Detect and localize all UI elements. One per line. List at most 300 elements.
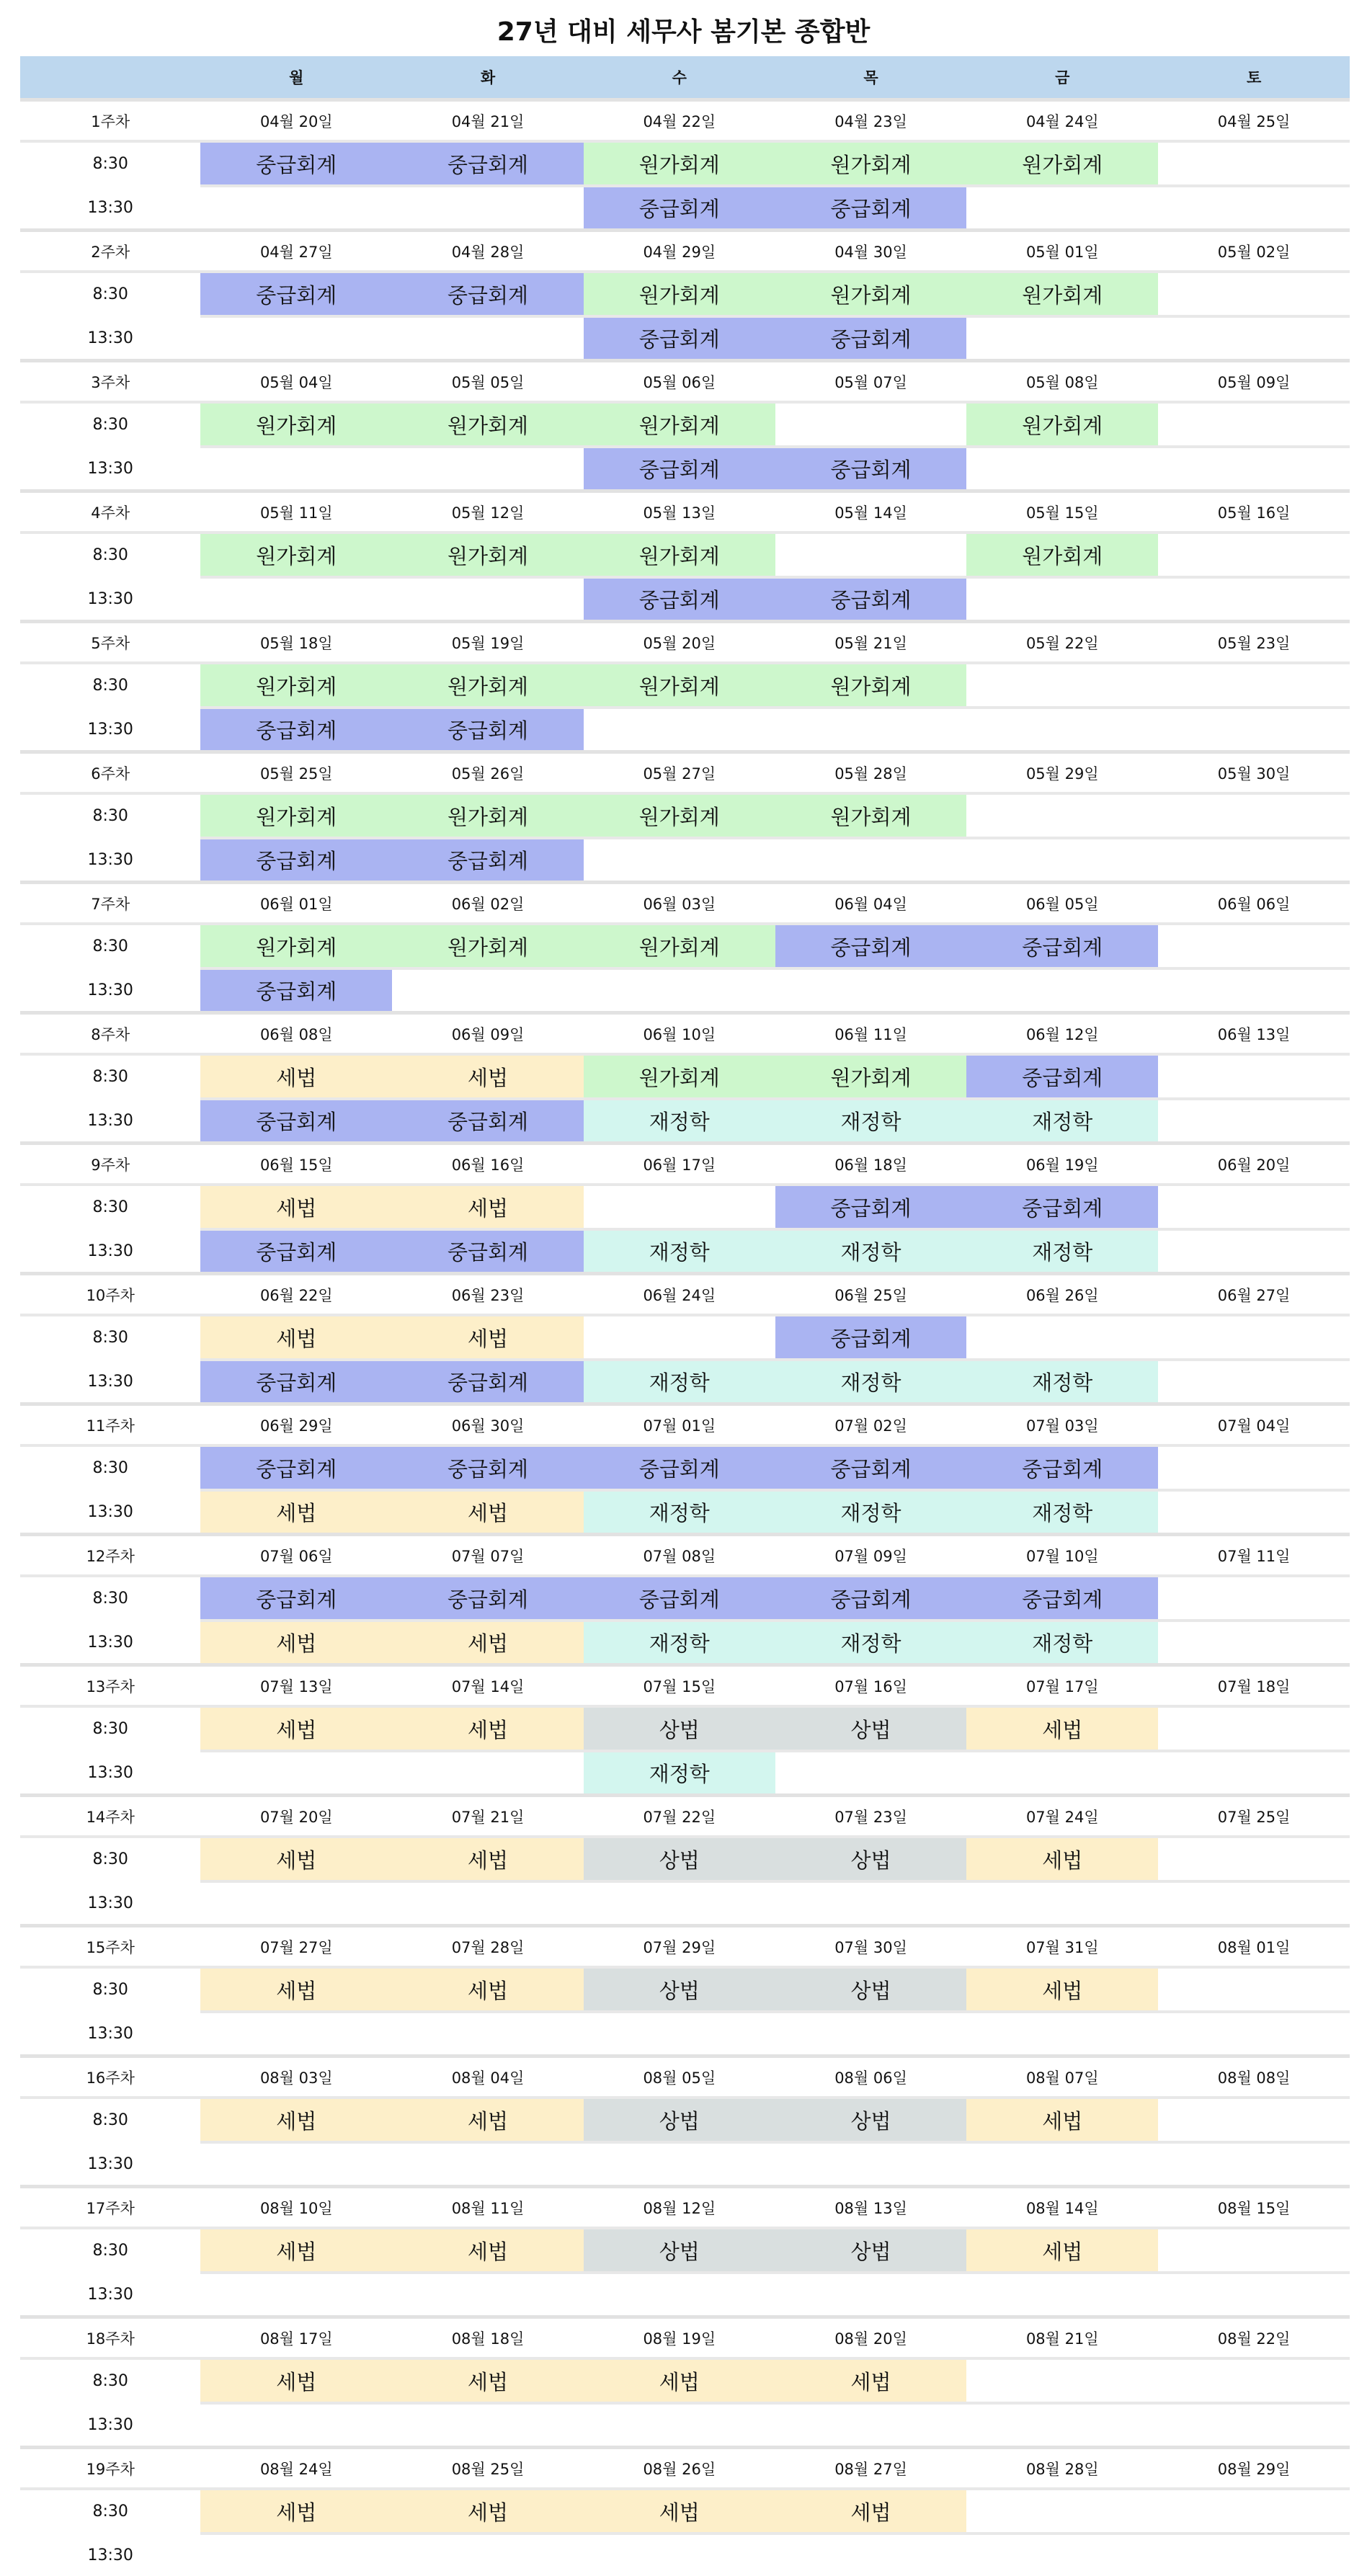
class-cell — [584, 968, 775, 1013]
class-cell — [584, 2533, 775, 2576]
class-cell — [1158, 1054, 1350, 1099]
class-cell: 원가회계 — [775, 141, 967, 186]
time-label: 13:30 — [20, 1490, 200, 1535]
date-cell: 08월 07일 — [966, 2056, 1158, 2098]
class-cell: 중급회계 — [775, 1445, 967, 1490]
class-cell — [1158, 1576, 1350, 1621]
week-label: 1주차 — [20, 100, 200, 142]
class-cell — [775, 2403, 967, 2448]
class-cell: 상법 — [775, 1967, 967, 2012]
morning-slot-row — [20, 1315, 1350, 1360]
class-cell: 중급회계 — [392, 838, 584, 883]
date-cell: 07월 21일 — [392, 1796, 584, 1837]
date-cell: 05월 18일 — [200, 622, 392, 664]
class-cell: 세법 — [392, 1054, 584, 1099]
class-cell — [1158, 577, 1350, 622]
class-cell — [1158, 186, 1350, 231]
class-cell — [584, 1315, 775, 1360]
class-cell — [200, 1751, 392, 1796]
class-cell — [1158, 1185, 1350, 1229]
date-cell: 07월 08일 — [584, 1535, 775, 1577]
class-cell — [200, 577, 392, 622]
date-cell: 07월 14일 — [392, 1665, 584, 1707]
time-label: 13:30 — [20, 838, 200, 883]
time-label: 13:30 — [20, 1621, 200, 1665]
date-cell: 06월 06일 — [1158, 883, 1350, 924]
class-cell: 중급회계 — [200, 1445, 392, 1490]
class-cell: 재정학 — [966, 1099, 1158, 1144]
class-cell — [966, 577, 1158, 622]
day-header-thu: 목 — [775, 56, 967, 100]
class-cell: 원가회계 — [775, 663, 967, 708]
class-cell — [966, 793, 1158, 838]
morning-slot-row — [20, 924, 1350, 968]
date-cell: 04월 28일 — [392, 231, 584, 272]
date-cell: 05월 21일 — [775, 622, 967, 664]
week-row — [20, 622, 1350, 664]
class-cell — [966, 2012, 1158, 2056]
date-cell: 06월 19일 — [966, 1144, 1158, 1185]
date-cell: 07월 13일 — [200, 1665, 392, 1707]
week-label: 15주차 — [20, 1926, 200, 1968]
time-label: 8:30 — [20, 2098, 200, 2142]
date-cell: 08월 11일 — [392, 2187, 584, 2229]
time-label: 8:30 — [20, 1445, 200, 1490]
class-cell: 중급회계 — [584, 577, 775, 622]
date-cell: 07월 28일 — [392, 1926, 584, 1968]
class-cell — [1158, 838, 1350, 883]
date-cell: 05월 29일 — [966, 752, 1158, 794]
date-cell: 06월 02일 — [392, 883, 584, 924]
class-cell: 재정학 — [775, 1490, 967, 1535]
date-cell: 06월 30일 — [392, 1404, 584, 1446]
date-cell: 07월 27일 — [200, 1926, 392, 1968]
class-cell: 세법 — [392, 1967, 584, 2012]
date-cell: 05월 22일 — [966, 622, 1158, 664]
class-cell — [775, 968, 967, 1013]
class-cell — [392, 2273, 584, 2317]
class-cell — [1158, 968, 1350, 1013]
class-cell — [392, 2533, 584, 2576]
class-cell — [775, 2012, 967, 2056]
date-cell: 06월 10일 — [584, 1013, 775, 1055]
date-cell: 05월 04일 — [200, 361, 392, 403]
class-cell: 세법 — [966, 2098, 1158, 2142]
class-cell — [392, 447, 584, 491]
date-cell: 05월 01일 — [966, 231, 1158, 272]
afternoon-slot-row — [20, 1360, 1350, 1404]
class-cell — [1158, 2098, 1350, 2142]
class-cell: 세법 — [392, 2489, 584, 2533]
class-cell — [1158, 532, 1350, 577]
class-cell — [392, 2012, 584, 2056]
week-label: 4주차 — [20, 491, 200, 533]
schedule-body — [20, 100, 1350, 2576]
class-cell — [966, 1881, 1158, 1926]
date-cell: 05월 15일 — [966, 491, 1158, 533]
time-label: 8:30 — [20, 141, 200, 186]
day-header-fri: 금 — [966, 56, 1158, 100]
morning-slot-row — [20, 532, 1350, 577]
class-cell — [966, 2489, 1158, 2533]
class-cell — [775, 1881, 967, 1926]
date-cell: 08월 12일 — [584, 2187, 775, 2229]
class-cell: 세법 — [200, 2358, 392, 2403]
class-cell: 세법 — [392, 2358, 584, 2403]
time-label: 13:30 — [20, 708, 200, 752]
class-cell: 원가회계 — [966, 272, 1158, 316]
class-cell — [1158, 1967, 1350, 2012]
class-cell — [1158, 1360, 1350, 1404]
class-cell — [584, 708, 775, 752]
time-label: 8:30 — [20, 2358, 200, 2403]
date-cell: 06월 17일 — [584, 1144, 775, 1185]
class-cell — [966, 2273, 1158, 2317]
date-cell: 07월 10일 — [966, 1535, 1158, 1577]
date-cell: 05월 30일 — [1158, 752, 1350, 794]
afternoon-slot-row — [20, 316, 1350, 361]
class-cell: 세법 — [200, 1185, 392, 1229]
class-cell — [392, 2142, 584, 2187]
week-label: 13주차 — [20, 1665, 200, 1707]
class-cell: 원가회계 — [775, 793, 967, 838]
class-cell: 재정학 — [966, 1229, 1158, 1274]
class-cell — [775, 838, 967, 883]
class-cell — [584, 1185, 775, 1229]
class-cell: 세법 — [966, 2228, 1158, 2273]
date-cell: 04월 21일 — [392, 100, 584, 142]
class-cell: 재정학 — [966, 1360, 1158, 1404]
date-cell: 08월 17일 — [200, 2317, 392, 2359]
class-cell: 중급회계 — [200, 838, 392, 883]
class-cell — [584, 1881, 775, 1926]
date-cell: 05월 02일 — [1158, 231, 1350, 272]
time-label: 8:30 — [20, 2489, 200, 2533]
date-cell: 08월 03일 — [200, 2056, 392, 2098]
week-label: 9주차 — [20, 1144, 200, 1185]
morning-slot-row — [20, 2489, 1350, 2533]
date-cell: 07월 15일 — [584, 1665, 775, 1707]
time-label: 8:30 — [20, 663, 200, 708]
afternoon-slot-row — [20, 1490, 1350, 1535]
class-cell: 재정학 — [584, 1621, 775, 1665]
week-label: 19주차 — [20, 2448, 200, 2490]
class-cell: 중급회계 — [392, 141, 584, 186]
class-cell — [966, 1315, 1158, 1360]
date-cell: 05월 05일 — [392, 361, 584, 403]
class-cell: 상법 — [584, 1967, 775, 2012]
class-cell — [775, 532, 967, 577]
class-cell — [1158, 2228, 1350, 2273]
header-corner — [20, 56, 200, 100]
afternoon-slot-row — [20, 2012, 1350, 2056]
class-cell: 상법 — [775, 2098, 967, 2142]
class-cell — [775, 2273, 967, 2317]
date-cell: 07월 31일 — [966, 1926, 1158, 1968]
class-cell: 세법 — [392, 1706, 584, 1751]
class-cell: 세법 — [966, 1706, 1158, 1751]
date-cell: 06월 18일 — [775, 1144, 967, 1185]
date-cell: 07월 16일 — [775, 1665, 967, 1707]
morning-slot-row — [20, 2228, 1350, 2273]
date-cell: 07월 02일 — [775, 1404, 967, 1446]
class-cell — [1158, 708, 1350, 752]
class-cell — [775, 1751, 967, 1796]
week-label: 17주차 — [20, 2187, 200, 2229]
date-cell: 07월 29일 — [584, 1926, 775, 1968]
date-cell: 06월 27일 — [1158, 1274, 1350, 1316]
class-cell: 중급회계 — [392, 708, 584, 752]
class-cell: 세법 — [966, 1967, 1158, 2012]
week-row — [20, 100, 1350, 142]
class-cell: 세법 — [200, 1967, 392, 2012]
class-cell: 원가회계 — [584, 272, 775, 316]
date-cell: 06월 09일 — [392, 1013, 584, 1055]
class-cell: 중급회계 — [392, 1576, 584, 1621]
class-cell: 중급회계 — [775, 577, 967, 622]
date-cell: 06월 29일 — [200, 1404, 392, 1446]
class-cell: 재정학 — [584, 1751, 775, 1796]
date-cell: 08월 13일 — [775, 2187, 967, 2229]
morning-slot-row — [20, 2358, 1350, 2403]
date-cell: 08월 20일 — [775, 2317, 967, 2359]
class-cell — [966, 2142, 1158, 2187]
class-cell: 세법 — [392, 1621, 584, 1665]
class-cell: 재정학 — [584, 1490, 775, 1535]
week-row — [20, 231, 1350, 272]
class-cell — [775, 2533, 967, 2576]
week-label: 14주차 — [20, 1796, 200, 1837]
class-cell — [1158, 2012, 1350, 2056]
class-cell: 원가회계 — [584, 1054, 775, 1099]
class-cell — [392, 186, 584, 231]
class-cell: 재정학 — [775, 1360, 967, 1404]
class-cell — [966, 186, 1158, 231]
class-cell — [200, 2273, 392, 2317]
class-cell: 중급회계 — [392, 272, 584, 316]
class-cell: 세법 — [966, 1837, 1158, 1881]
date-cell: 07월 25일 — [1158, 1796, 1350, 1837]
date-cell: 06월 01일 — [200, 883, 392, 924]
time-label: 13:30 — [20, 2142, 200, 2187]
date-cell: 07월 03일 — [966, 1404, 1158, 1446]
date-cell: 08월 08일 — [1158, 2056, 1350, 2098]
class-cell: 원가회계 — [200, 924, 392, 968]
afternoon-slot-row — [20, 447, 1350, 491]
afternoon-slot-row — [20, 838, 1350, 883]
class-cell — [1158, 1621, 1350, 1665]
time-label: 13:30 — [20, 1229, 200, 1274]
date-cell: 08월 21일 — [966, 2317, 1158, 2359]
class-cell — [1158, 1490, 1350, 1535]
morning-slot-row — [20, 2098, 1350, 2142]
time-label: 13:30 — [20, 2403, 200, 2448]
class-cell — [584, 2012, 775, 2056]
class-cell: 원가회계 — [584, 793, 775, 838]
class-cell: 세법 — [775, 2489, 967, 2533]
class-cell — [1158, 2358, 1350, 2403]
class-cell — [392, 968, 584, 1013]
class-cell: 재정학 — [775, 1621, 967, 1665]
day-header-row — [20, 56, 1350, 100]
date-cell: 06월 12일 — [966, 1013, 1158, 1055]
date-cell: 07월 07일 — [392, 1535, 584, 1577]
date-cell: 05월 27일 — [584, 752, 775, 794]
class-cell: 세법 — [200, 2228, 392, 2273]
date-cell: 05월 14일 — [775, 491, 967, 533]
date-cell: 04월 23일 — [775, 100, 967, 142]
week-label: 5주차 — [20, 622, 200, 664]
class-cell: 중급회계 — [392, 1445, 584, 1490]
class-cell: 원가회계 — [392, 924, 584, 968]
class-cell — [200, 316, 392, 361]
class-cell — [1158, 663, 1350, 708]
class-cell: 세법 — [584, 2358, 775, 2403]
date-cell: 08월 26일 — [584, 2448, 775, 2490]
time-label: 13:30 — [20, 1751, 200, 1796]
class-cell — [1158, 2403, 1350, 2448]
class-cell: 중급회계 — [775, 924, 967, 968]
class-cell: 상법 — [584, 1837, 775, 1881]
time-label: 13:30 — [20, 577, 200, 622]
date-cell: 04월 25일 — [1158, 100, 1350, 142]
date-cell: 04월 22일 — [584, 100, 775, 142]
class-cell: 중급회계 — [200, 272, 392, 316]
date-cell: 07월 18일 — [1158, 1665, 1350, 1707]
page-title: 27년 대비 세무사 봄기본 종합반 — [0, 0, 1367, 56]
date-cell: 07월 24일 — [966, 1796, 1158, 1837]
class-cell — [1158, 2142, 1350, 2187]
date-cell: 06월 11일 — [775, 1013, 967, 1055]
class-cell: 중급회계 — [966, 924, 1158, 968]
class-cell — [584, 2142, 775, 2187]
date-cell: 05월 19일 — [392, 622, 584, 664]
class-cell — [966, 2403, 1158, 2448]
class-cell: 원가회계 — [200, 663, 392, 708]
time-label: 8:30 — [20, 1967, 200, 2012]
week-label: 12주차 — [20, 1535, 200, 1577]
class-cell: 중급회계 — [392, 1360, 584, 1404]
class-cell: 원가회계 — [966, 402, 1158, 447]
date-cell: 05월 08일 — [966, 361, 1158, 403]
class-cell — [1158, 1229, 1350, 1274]
week-label: 7주차 — [20, 883, 200, 924]
week-row — [20, 361, 1350, 403]
class-cell: 세법 — [392, 1837, 584, 1881]
date-cell: 04월 30일 — [775, 231, 967, 272]
week-row — [20, 1013, 1350, 1055]
time-label: 8:30 — [20, 1185, 200, 1229]
time-label: 8:30 — [20, 1837, 200, 1881]
week-row — [20, 1796, 1350, 1837]
date-cell: 07월 04일 — [1158, 1404, 1350, 1446]
week-row — [20, 1404, 1350, 1446]
week-label: 8주차 — [20, 1013, 200, 1055]
class-cell: 중급회계 — [200, 1576, 392, 1621]
afternoon-slot-row — [20, 1229, 1350, 1274]
class-cell: 원가회계 — [392, 402, 584, 447]
afternoon-slot-row — [20, 577, 1350, 622]
class-cell: 세법 — [392, 1185, 584, 1229]
date-cell: 06월 23일 — [392, 1274, 584, 1316]
class-cell — [966, 663, 1158, 708]
class-cell — [1158, 1751, 1350, 1796]
class-cell — [584, 2403, 775, 2448]
date-cell: 06월 26일 — [966, 1274, 1158, 1316]
date-cell: 06월 05일 — [966, 883, 1158, 924]
date-cell: 04월 24일 — [966, 100, 1158, 142]
date-cell: 08월 22일 — [1158, 2317, 1350, 2359]
class-cell: 중급회계 — [775, 1315, 967, 1360]
week-row — [20, 2448, 1350, 2490]
class-cell — [200, 2142, 392, 2187]
week-row — [20, 491, 1350, 533]
time-label: 8:30 — [20, 1315, 200, 1360]
class-cell: 세법 — [200, 1315, 392, 1360]
date-cell: 08월 10일 — [200, 2187, 392, 2229]
class-cell — [1158, 2489, 1350, 2533]
class-cell: 원가회계 — [966, 532, 1158, 577]
day-header-tue: 화 — [392, 56, 584, 100]
day-header-wed: 수 — [584, 56, 775, 100]
date-cell: 06월 22일 — [200, 1274, 392, 1316]
week-label: 2주차 — [20, 231, 200, 272]
class-cell: 재정학 — [966, 1490, 1158, 1535]
class-cell: 세법 — [584, 2489, 775, 2533]
class-cell: 중급회계 — [392, 1099, 584, 1144]
morning-slot-row — [20, 663, 1350, 708]
date-cell: 07월 22일 — [584, 1796, 775, 1837]
class-cell: 세법 — [200, 1621, 392, 1665]
class-cell — [966, 968, 1158, 1013]
time-label: 8:30 — [20, 1706, 200, 1751]
date-cell: 05월 12일 — [392, 491, 584, 533]
class-cell: 원가회계 — [392, 793, 584, 838]
time-label: 13:30 — [20, 1099, 200, 1144]
class-cell: 중급회계 — [200, 1099, 392, 1144]
time-label: 13:30 — [20, 447, 200, 491]
class-cell: 상법 — [584, 2228, 775, 2273]
week-label: 3주차 — [20, 361, 200, 403]
class-cell: 원가회계 — [775, 1054, 967, 1099]
date-cell: 07월 17일 — [966, 1665, 1158, 1707]
week-label: 11주차 — [20, 1404, 200, 1446]
time-label: 8:30 — [20, 2228, 200, 2273]
time-label: 13:30 — [20, 316, 200, 361]
date-cell: 05월 25일 — [200, 752, 392, 794]
class-cell: 세법 — [392, 1315, 584, 1360]
class-cell — [966, 316, 1158, 361]
class-cell — [1158, 272, 1350, 316]
time-label: 8:30 — [20, 532, 200, 577]
morning-slot-row — [20, 1706, 1350, 1751]
date-cell: 07월 30일 — [775, 1926, 967, 1968]
class-cell — [584, 838, 775, 883]
day-header-mon: 월 — [200, 56, 392, 100]
class-cell: 상법 — [775, 2228, 967, 2273]
date-cell: 08월 01일 — [1158, 1926, 1350, 1968]
afternoon-slot-row — [20, 1099, 1350, 1144]
time-label: 8:30 — [20, 1576, 200, 1621]
week-row — [20, 1665, 1350, 1707]
class-cell — [1158, 2533, 1350, 2576]
time-label: 13:30 — [20, 2533, 200, 2576]
week-row — [20, 883, 1350, 924]
date-cell: 08월 05일 — [584, 2056, 775, 2098]
class-cell: 중급회계 — [200, 141, 392, 186]
class-cell: 원가회계 — [584, 141, 775, 186]
morning-slot-row — [20, 1837, 1350, 1881]
